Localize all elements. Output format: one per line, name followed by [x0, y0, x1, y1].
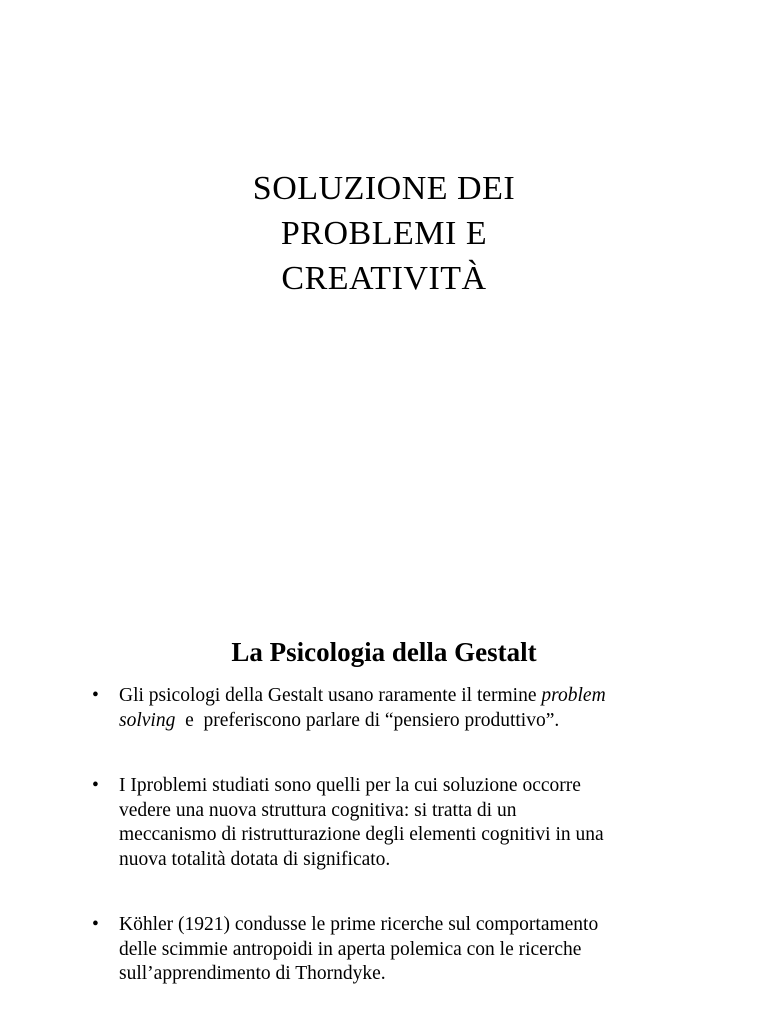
bullet-item — [92, 684, 682, 733]
bullet-line: vedere una nuova struttura cognitiva: si tratta di un — [119, 799, 517, 821]
bullet-list — [92, 684, 682, 987]
title-line: CREATIVITÀ — [281, 259, 487, 297]
italic-term: problem — [541, 685, 606, 706]
bullet-icon: • — [92, 685, 99, 706]
bullet-item — [92, 774, 682, 872]
bullet-item — [92, 913, 682, 987]
title-line: PROBLEMI E — [280, 214, 488, 252]
page-title — [0, 166, 768, 301]
bullet-line — [119, 684, 682, 709]
bullet-line: I Iproblemi studiati sono quelli per la cui soluzione occorre — [119, 775, 581, 796]
bullet-line: delle scimmie antropoidi in aperta polemica con le ricerche — [119, 938, 582, 960]
bullet-text: e preferiscono parlare di “pensiero produttivo”. — [175, 709, 560, 731]
section-heading: La Psicologia della Gestalt — [231, 637, 537, 668]
bullet-icon: • — [92, 914, 99, 935]
title-line: SOLUZIONE DEI — [252, 169, 516, 207]
bullet-line — [119, 709, 682, 734]
italic-term: solving — [119, 709, 176, 731]
bullet-line: sull’apprendimento di Thorndyke. — [119, 963, 386, 984]
bullet-line: nuova totalità dotata di significato. — [119, 848, 391, 870]
bullet-line: Köhler (1921) condusse le prime ricerche sul comportamento — [119, 914, 599, 935]
bullet-line: meccanismo di ristrutturazione degli elementi cognitivi in una — [119, 824, 604, 845]
bullet-text: Gli psicologi della Gestalt usano raramente il termine — [119, 685, 542, 706]
bullet-icon: • — [92, 775, 99, 796]
